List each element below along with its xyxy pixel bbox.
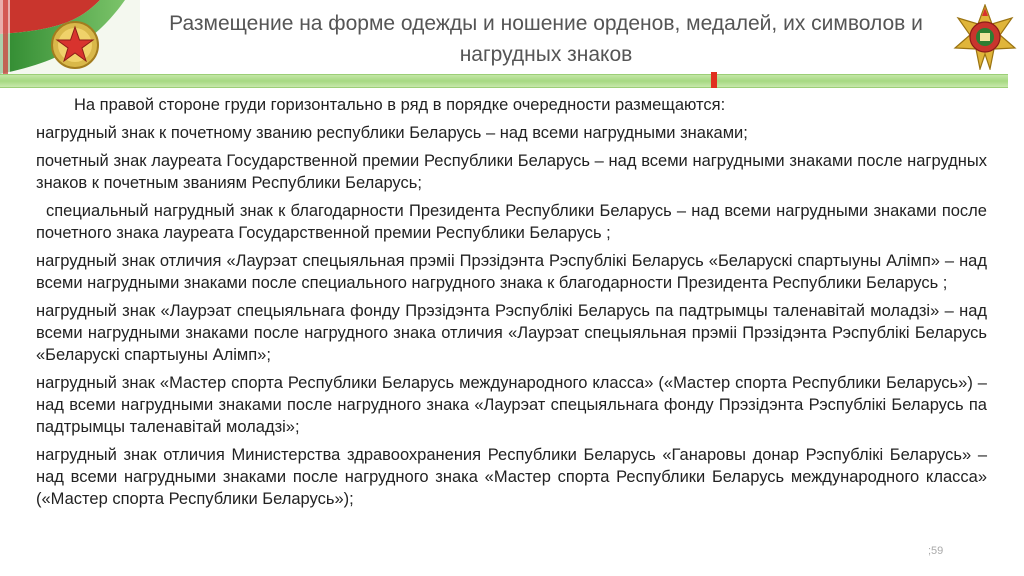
military-emblem-icon	[952, 4, 1018, 70]
page-number: ;59	[928, 545, 944, 557]
paragraph-1: нагрудный знак к почетному званию республики Беларусь – над всеми нагрудными знаками;	[36, 124, 748, 142]
slide-header	[0, 0, 1024, 74]
paragraph-7: нагрудный знак отличия Министерства здравоохранения Республики Беларусь «Ганаровы донар Рэспублікі Беларусь» – над всеми нагрудными знаками после нагрудного знака «Мастер спорта Республики Беларусь международного класса» («Мастер спорта Республики Беларусь»);	[36, 446, 987, 508]
paragraph-2: почетный знак лауреата Государственной премии Республики Беларусь – над всеми нагрудными знаками после нагрудных знаков к почетным званиям Республики Беларусь;	[36, 152, 987, 192]
divider-marker	[711, 72, 717, 88]
red-star-icon	[50, 20, 100, 70]
divider-band	[0, 74, 1008, 88]
paragraph-5: нагрудный знак «Лаурэат спецыяльнага фонду Прэзідэнта Рэспублікі Беларусь па падтрымцы таленавітай моладзі» – над всеми нагрудными знаками после нагрудного знака отличия «Лаурэат спецыяльная прэміі Прэзідэнта Рэспублікі Беларусь «Беларускі спартыуны Алімп»;	[36, 302, 987, 364]
emblem	[952, 4, 1018, 70]
title-line-2: нагрудных знаков	[459, 43, 633, 66]
paragraph-3: специальный нагрудный знак к благодарности Президента Республики Беларусь – над всеми нагрудными знаками после почетного знака лауреата Государственной премии Республики Беларусь ;	[36, 202, 987, 242]
paragraph-6: нагрудный знак «Мастер спорта Республики Беларусь международного класса» («Мастер спорта Республики Беларусь») – над всеми нагрудными знаками после нагрудного знака «Лаурэат спецыяльнага фонду Прэзідэнта Рэспублікі Беларусь па падтрымцы таленавітай моладзі»;	[36, 374, 987, 436]
page-title	[140, 8, 952, 70]
title-line-1: Размещение на форме одежды и ношение орденов, медалей, их символов и	[169, 12, 923, 35]
paragraph-4: нагрудный знак отличия «Лаурэат спецыяльная прэміі Прэзідэнта Рэспублікі Беларусь «Беларускі спартыуны Алімп» – над всеми нагрудными знаками после специального нагрудного знака к благодарности Президента Республики Беларусь ;	[36, 252, 987, 292]
main-content	[36, 94, 987, 516]
flag-decoration	[0, 0, 140, 74]
intro-paragraph: На правой стороне груди горизонтально в ряд в порядке очередности размещаются:	[74, 96, 726, 114]
